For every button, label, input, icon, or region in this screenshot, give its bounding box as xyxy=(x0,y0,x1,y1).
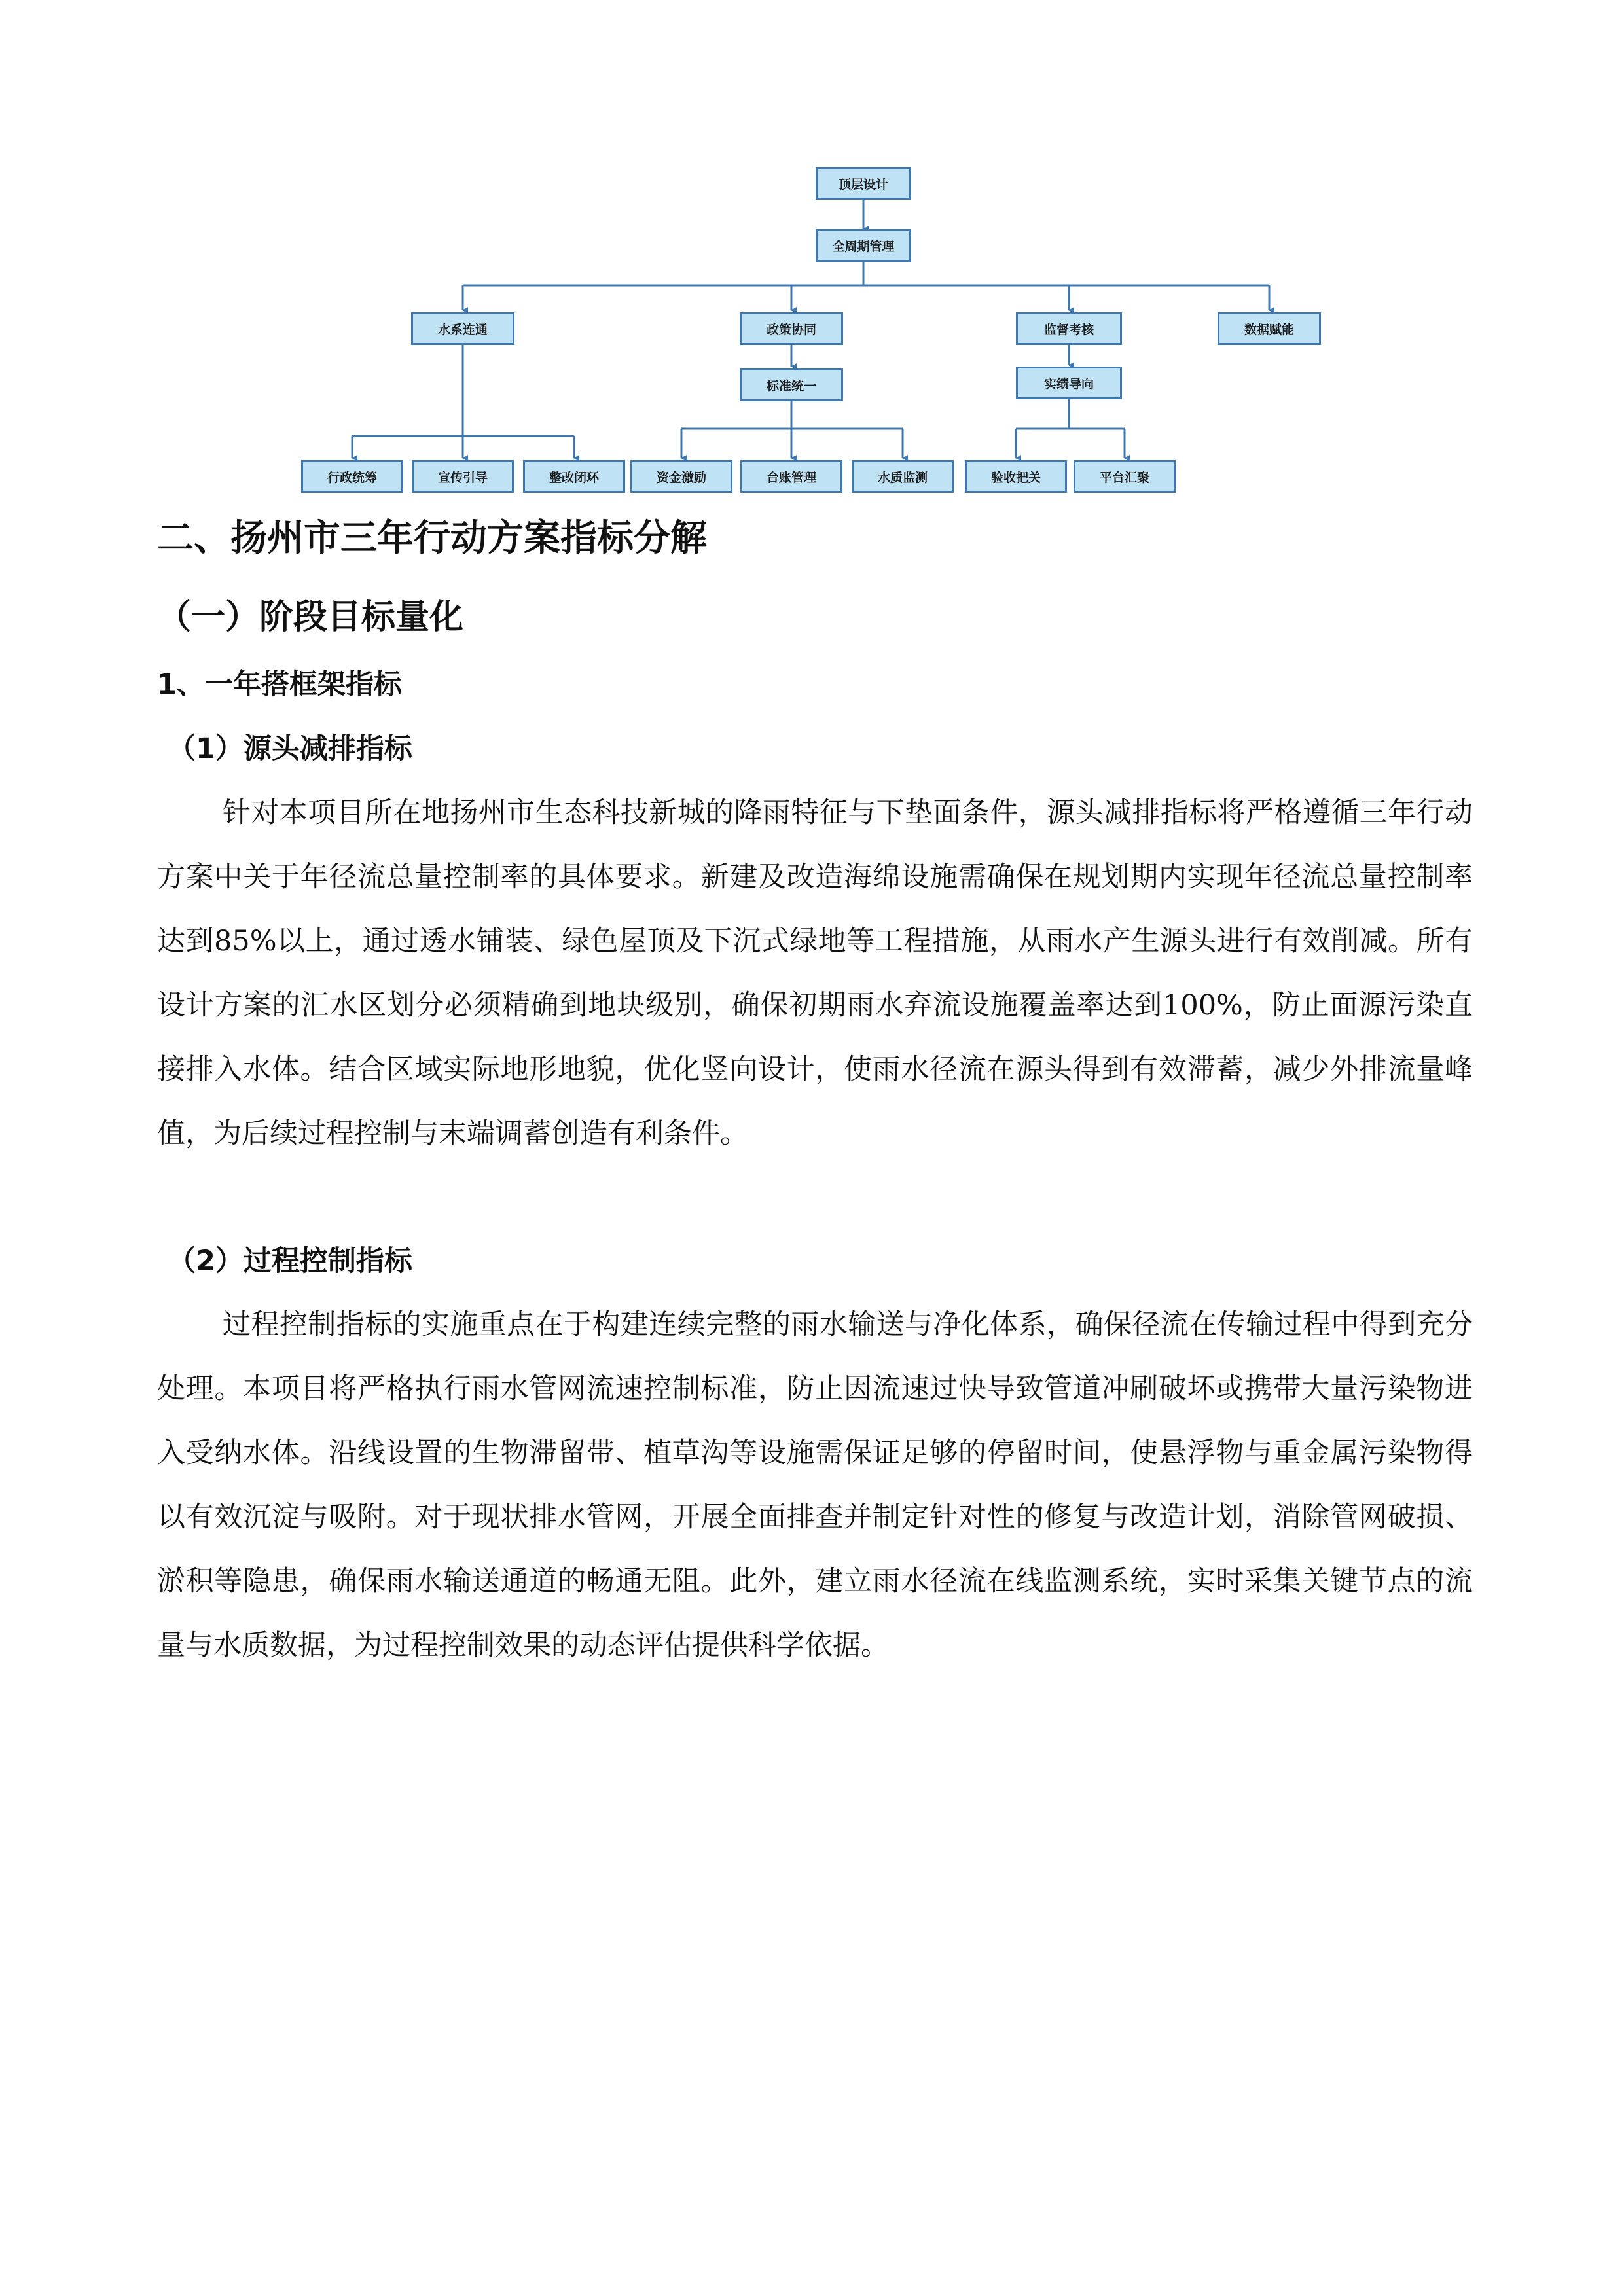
node-leaf-admin: 行政统筹 xyxy=(301,460,403,493)
node-leaf-publicity: 宣传引导 xyxy=(412,460,514,493)
node-performance: 实绩导向 xyxy=(1016,367,1122,399)
node-branch-policy: 政策协同 xyxy=(740,312,843,345)
org-diagram xyxy=(0,0,1624,504)
node-leaf-funding: 资金激励 xyxy=(630,460,732,493)
subitem-1-paragraph: 针对本项目所在地扬州市生态科技新城的降雨特征与下垫面条件，源头减排指标将严格遵循三年行动方案中关于年径流总量控制率的具体要求。新建及改造海绵设施需确保在规划期内实现年径流总量控制率达到85%以上，通过透水铺装、绿色屋顶及下沉式绿地等工程措施，从雨水产生源头进行有效削减。所有设计方案的汇水区划分必须精确到地块级别，确保初期雨水弃流设施覆盖率达到100%，防止面源污染直接排入水体。结合区域实际地形地貌，优化竖向设计，使雨水径流在源头得到有效滞蓄，减少外排流量峰值，为后续过程控制与末端调蓄创造有利条件。 xyxy=(157,797,1473,1150)
node-leaf-water-quality: 水质监测 xyxy=(852,460,954,493)
section-heading: 二、扬州市三年行动方案指标分解 xyxy=(157,517,707,560)
node-standard: 标准统一 xyxy=(740,368,843,401)
subsection-heading: （一）阶段目标量化 xyxy=(157,598,464,637)
diagram-connectors xyxy=(0,0,1624,504)
node-root: 顶层设计 xyxy=(816,167,911,200)
subitem-1-title: （1）源头减排指标 xyxy=(168,732,412,765)
node-leaf-acceptance: 验收把关 xyxy=(965,460,1067,493)
node-level2: 全周期管理 xyxy=(816,229,911,262)
node-branch-water: 水系连通 xyxy=(411,312,514,345)
node-leaf-platform: 平台汇聚 xyxy=(1074,460,1176,493)
subitem-2-title: （2）过程控制指标 xyxy=(168,1245,412,1278)
node-branch-supervision: 监督考核 xyxy=(1016,312,1122,345)
subitem-2-paragraph: 过程控制指标的实施重点在于构建连续完整的雨水输送与净化体系，确保径流在传输过程中得到充分处理。本项目将严格执行雨水管网流速控制标准，防止因流速过快导致管道冲刷破坏或携带大量污染物进入受纳水体。沿线设置的生物滞留带、植草沟等设施需保证足够的停留时间，使悬浮物与重金属污染物得以有效沉淀与吸附。对于现状排水管网，开展全面排查并制定针对性的修复与改造计划，消除管网破损、淤积等隐患，确保雨水输送通道的畅通无阻。此外，建立雨水径流在线监测系统，实时采集关键节点的流量与水质数据，为过程控制效果的动态评估提供科学依据。 xyxy=(157,1308,1473,1662)
item-heading: 1、一年搭框架指标 xyxy=(157,668,402,701)
node-branch-data: 数据赋能 xyxy=(1218,312,1321,345)
node-leaf-ledger: 台账管理 xyxy=(740,460,842,493)
node-leaf-rectify: 整改闭环 xyxy=(523,460,625,493)
